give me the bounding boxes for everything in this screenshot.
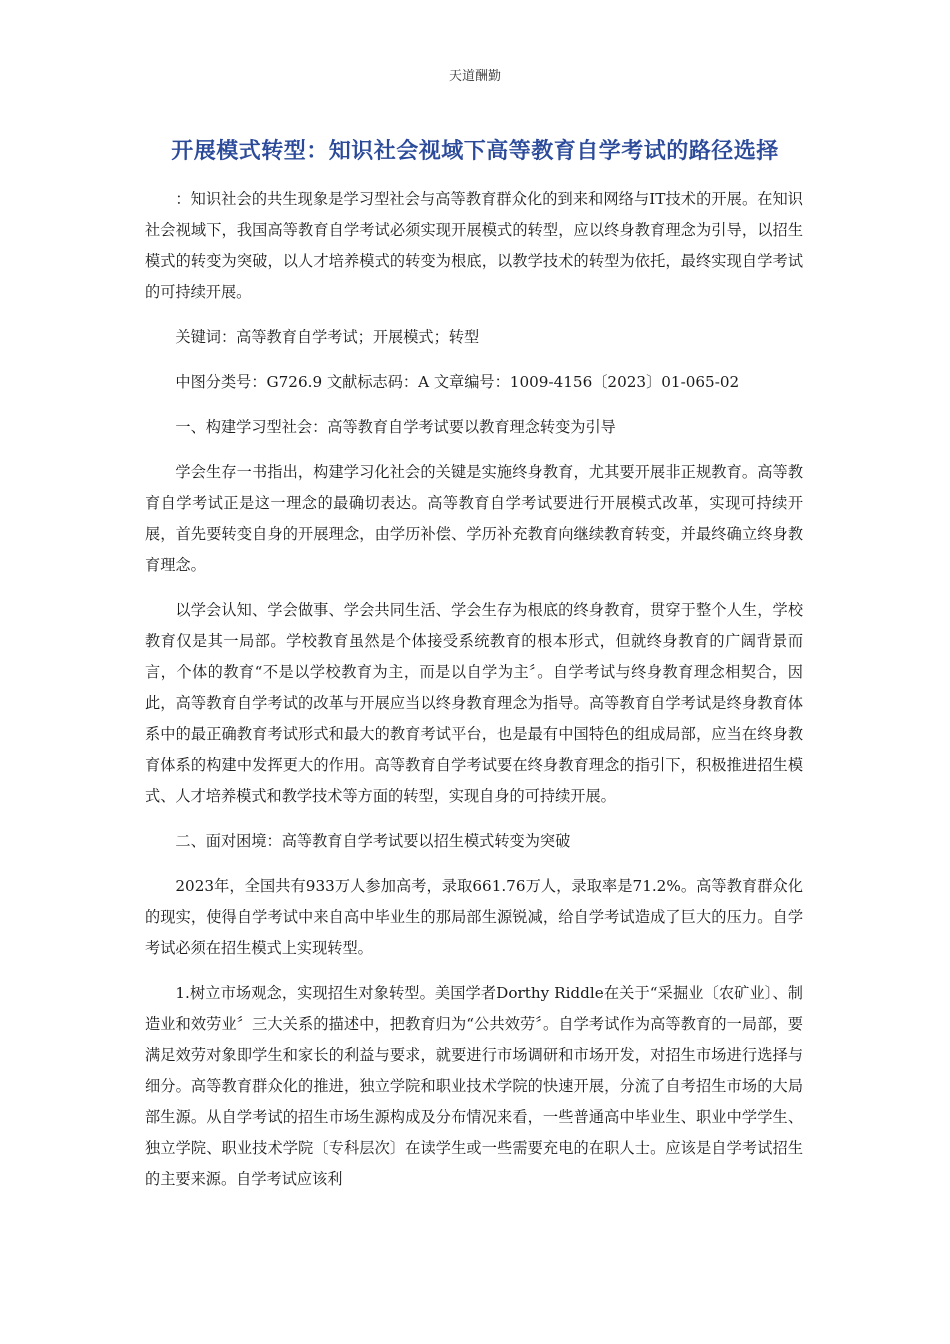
section-heading-2: 二、面对困境：高等教育自学考试要以招生模式转变为突破 [175,832,571,850]
body-paragraph: 学会生存一书指出，构建学习化社会的关键是实施终身教育，尤其要开展非正规教育。高等教育自学考试正是这一理念的最确切表达。高等教育自学考试要进行开展模式改革，实现可持续开展，首先要转变自身的开展理念，由学历补偿、学历补充教育向继续教育转变，并最终确立终身教育理念。 [145,463,803,574]
section-heading-1: 一、构建学习型社会：高等教育自学考试要以教育理念转变为引导 [175,418,616,436]
abstract-paragraph: ：知识社会的共生现象是学习型社会与高等教育群众化的到来和网络与IT技术的开展。在知识社会视域下，我国高等教育自学考试必须实现开展模式的转型，应以终身教育理念为引导，以招生模式的转变为突破，以人才培养模式的转变为根底，以教学技术的转型为依托，最终实现自学考试的可持续开展。 [145,190,803,301]
document-body [145,184,803,1209]
document-title: 开展模式转型：知识社会视域下高等教育自学考试的路径选择 [171,139,779,164]
body-paragraph: 以学会认知、学会做事、学会共同生活、学会生存为根底的终身教育，贯穿于整个人生，学校教育仅是其一局部。学校教育虽然是个体接受系统教育的根本形式，但就终身教育的广阔背景而言，个体的教育“不是以学校教育为主，而是以自学为主〞。自学考试与终身教育理念相契合，因此，高等教育自学考试的改革与开展应当以终身教育理念为指导。高等教育自学考试是终身教育体系中的最正确教育考试形式和最大的教育考试平台，也是最有中国特色的组成局部，应当在终身教育体系的构建中发挥更大的作用。高等教育自学考试要在终身教育理念的指引下，积极推进招生模式、人才培养模式和教学技术等方面的转型，实现自身的可持续开展。 [145,601,803,805]
body-paragraph: 1.树立市场观念，实现招生对象转型。美国学者Dorthy Riddle在关于“采掘业〔农矿业〕、制造业和效劳业〞三大关系的描述中，把教育归为“公共效劳〞。自学考试作为高等教育的一局部，要满足效劳对象即学生和家长的利益与要求，就要进行市场调研和市场开发，对招生市场进行选择与细分。高等教育群众化的推进，独立学院和职业技术学院的快速开展，分流了自考招生市场的大局部生源。从自学考试的招生市场生源构成及分布情况来看，一些普通高中毕业生、职业中学学生、独立学院、职业技术学院〔专科层次〕在读学生或一些需要充电的在职人士。应该是自学考试招生的主要来源。自学考试应该利 [145,984,803,1188]
keywords-line: 关键词：高等教育自学考试；开展模式；转型 [175,328,480,346]
page-header: 天道酬勤 [448,69,501,84]
body-paragraph: 2023年，全国共有933万人参加高考，录取661.76万人，录取率是71.2%。高等教育群众化的现实，使得自学考试中来自高中毕业生的那局部生源锐减，给自学考试造成了巨大的压力。自学考试必须在招生模式上实现转型。 [145,877,803,957]
classification-line: 中图分类号：G726.9 文献标志码：A 文章编号：1009-4156〔2023〕01-065-02 [175,373,740,391]
